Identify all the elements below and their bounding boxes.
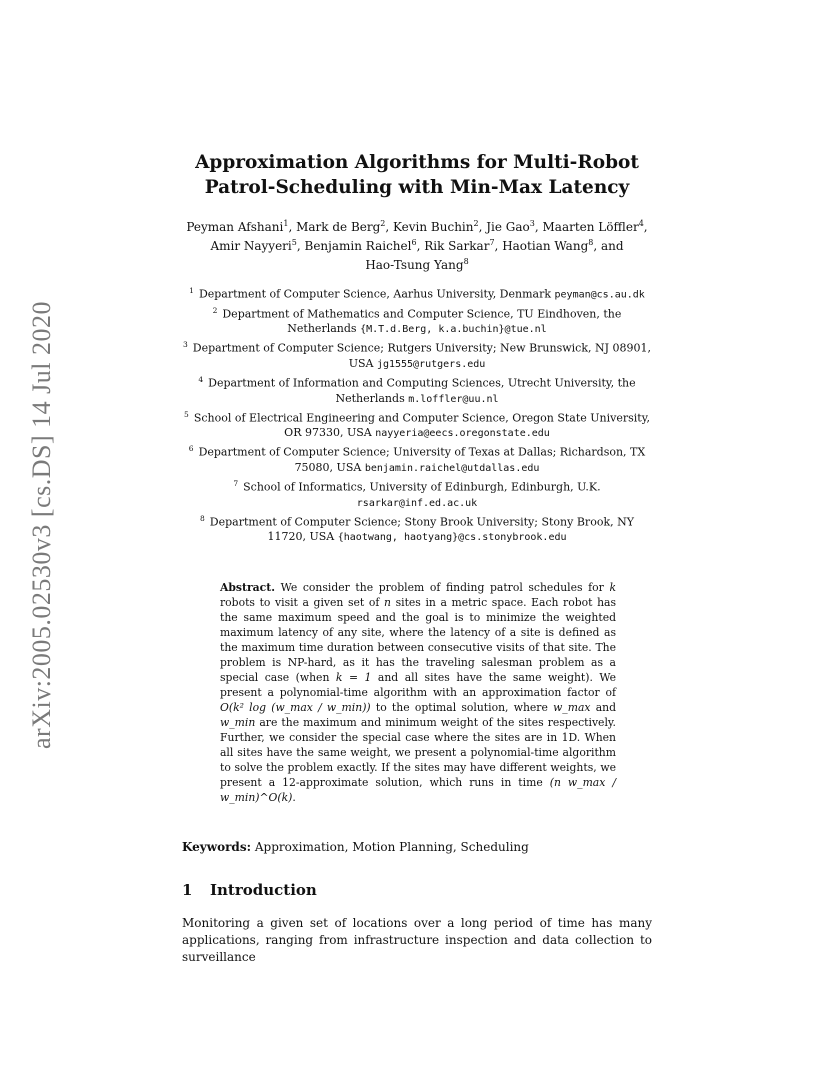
math-k: k <box>609 581 617 595</box>
math-approx-factor: O(k² log (w_max / w_min)) <box>220 701 371 715</box>
keywords-label: Keywords: <box>182 840 252 855</box>
arxiv-identifier-text: arXiv:2005.02530v3 [cs.DS] 14 Jul 2020 <box>27 301 56 749</box>
author: Rik Sarkar$^7$ <box>424 238 495 253</box>
math-runtime: (n w_max / w_min)^O(k) <box>220 776 616 805</box>
math-k-eq: k = 1 <box>335 671 372 685</box>
section-title: Introduction <box>210 881 317 900</box>
affiliation: $^8$ Department of Computer Science; Stony Brook University; Stony Brook, NY 11720, USA {haotwang, haotyang}@cs.stonybrook.edu <box>200 513 634 544</box>
email: benjamin.raichel@utdallas.edu <box>364 462 540 474</box>
email: {haotwang, haotyang}@cs.stonybrook.edu <box>337 532 567 544</box>
intro-paragraph: Monitoring a given set of locations over a long period of time has many applications, ranging from infrastructure inspection and data collection to surveillance <box>182 916 652 965</box>
author: Benjamin Raichel$^6$ <box>304 238 417 253</box>
email: {M.T.d.Berg, k.a.buchin}@tue.nl <box>360 324 547 336</box>
arxiv-identifier <box>18 290 66 760</box>
author: Jie Gao$^3$ <box>486 219 535 234</box>
math-w-min: w_min <box>220 716 256 730</box>
author: Amir Nayyeri$^5$ <box>210 238 297 253</box>
author: Hao-Tsung Yang$^8$ <box>365 257 469 272</box>
keywords <box>182 839 652 855</box>
abstract-label: Abstract. <box>220 581 275 595</box>
math-w-max: w_max <box>553 701 591 715</box>
title-line-1: Approximation Algorithms for Multi-Robot <box>195 152 639 173</box>
email: m.loffler@uu.nl <box>408 393 499 405</box>
email: nayyeria@eecs.oregonstate.edu <box>375 428 550 440</box>
section-number: 1 <box>182 881 193 900</box>
paper-page <box>182 150 652 966</box>
affiliation: $^7$ School of Informatics, University of Edinburgh, Edinburgh, U.K. rsarkar@inf.ed.ac.uk <box>233 478 601 509</box>
affiliation: $^2$ Department of Mathematics and Computer Science, TU Eindhoven, the Netherlands {M.T.d.Berg, k.a.buchin}@tue.nl <box>212 305 622 336</box>
author: Peyman Afshani$^1$ <box>186 219 289 234</box>
title-line-2: Patrol-Scheduling with Min-Max Latency <box>204 177 630 198</box>
author-list: Peyman Afshani$^1$, Mark de Berg$^2$, Kevin Buchin$^2$, Jie Gao$^3$, Maarten Löffler$^4$, Amir Nayyeri$^5$, Benjamin Raichel$^6$, Rik Sarkar$^7$, Haotian Wang$^8$, and Hao-Tsung Yang$^8$ <box>186 219 648 272</box>
affiliation: $^5$ School of Electrical Engineering and Computer Science, Oregon State University, OR 97330, USA nayyeria@eecs.oregonstate.edu <box>184 409 650 440</box>
email: jg1555@rutgers.edu <box>376 358 486 370</box>
author: Haotian Wang$^8$ <box>502 238 594 253</box>
email: peyman@cs.au.dk <box>554 289 645 301</box>
paper-title <box>182 150 652 200</box>
author: Kevin Buchin$^2$ <box>393 219 479 234</box>
affiliation: $^1$ Department of Computer Science, Aarhus University, Denmark peyman@cs.au.dk <box>189 286 645 301</box>
affiliation-list <box>182 283 652 545</box>
affiliation: $^4$ Department of Information and Computing Sciences, Utrecht University, the Netherlands m.loffler@uu.nl <box>198 374 636 405</box>
email: rsarkar@inf.ed.ac.uk <box>356 497 478 509</box>
abstract: Abstract. We consider the problem of finding patrol schedules for k robots to visit a given set of n sites in a metric space. Each robot has the same maximum speed and the goal is to minimize the weighted maximum latency of any site, where the latency of a site is defined as the maximum time duration between consecutive visits of that site. The problem is NP-hard, as it has the traveling salesman problem as a special case (when k = 1 and all sites have the same weight). We present a polynomial-time algorithm with an approximation factor of O(k² log (w_max / w_min)) to the optimal solution, where w_max and w_min are the maximum and minimum weight of the sites respectively. Further, we consider the special case where the sites are in 1D. When all sites have the same weight, we present a polynomial-time algorithm to solve the problem exactly. If the sites may have different weights, we present a 12-approximate solution, which runs in time (n w_max / w_min)^O(k). <box>220 581 617 805</box>
keywords-text: Approximation, Motion Planning, Scheduling <box>254 840 529 855</box>
section-heading <box>182 880 652 900</box>
math-n: n <box>383 596 391 610</box>
affiliation: $^3$ Department of Computer Science; Rutgers University; New Brunswick, NJ 08901, USA jg1555@rutgers.edu <box>182 340 652 370</box>
author: Mark de Berg$^2$ <box>296 219 386 234</box>
affiliation: $^6$ Department of Computer Science; University of Texas at Dallas; Richardson, TX 75080, USA benjamin.raichel@utdallas.edu <box>188 444 646 474</box>
author: Maarten Löffler$^4$ <box>542 219 644 234</box>
